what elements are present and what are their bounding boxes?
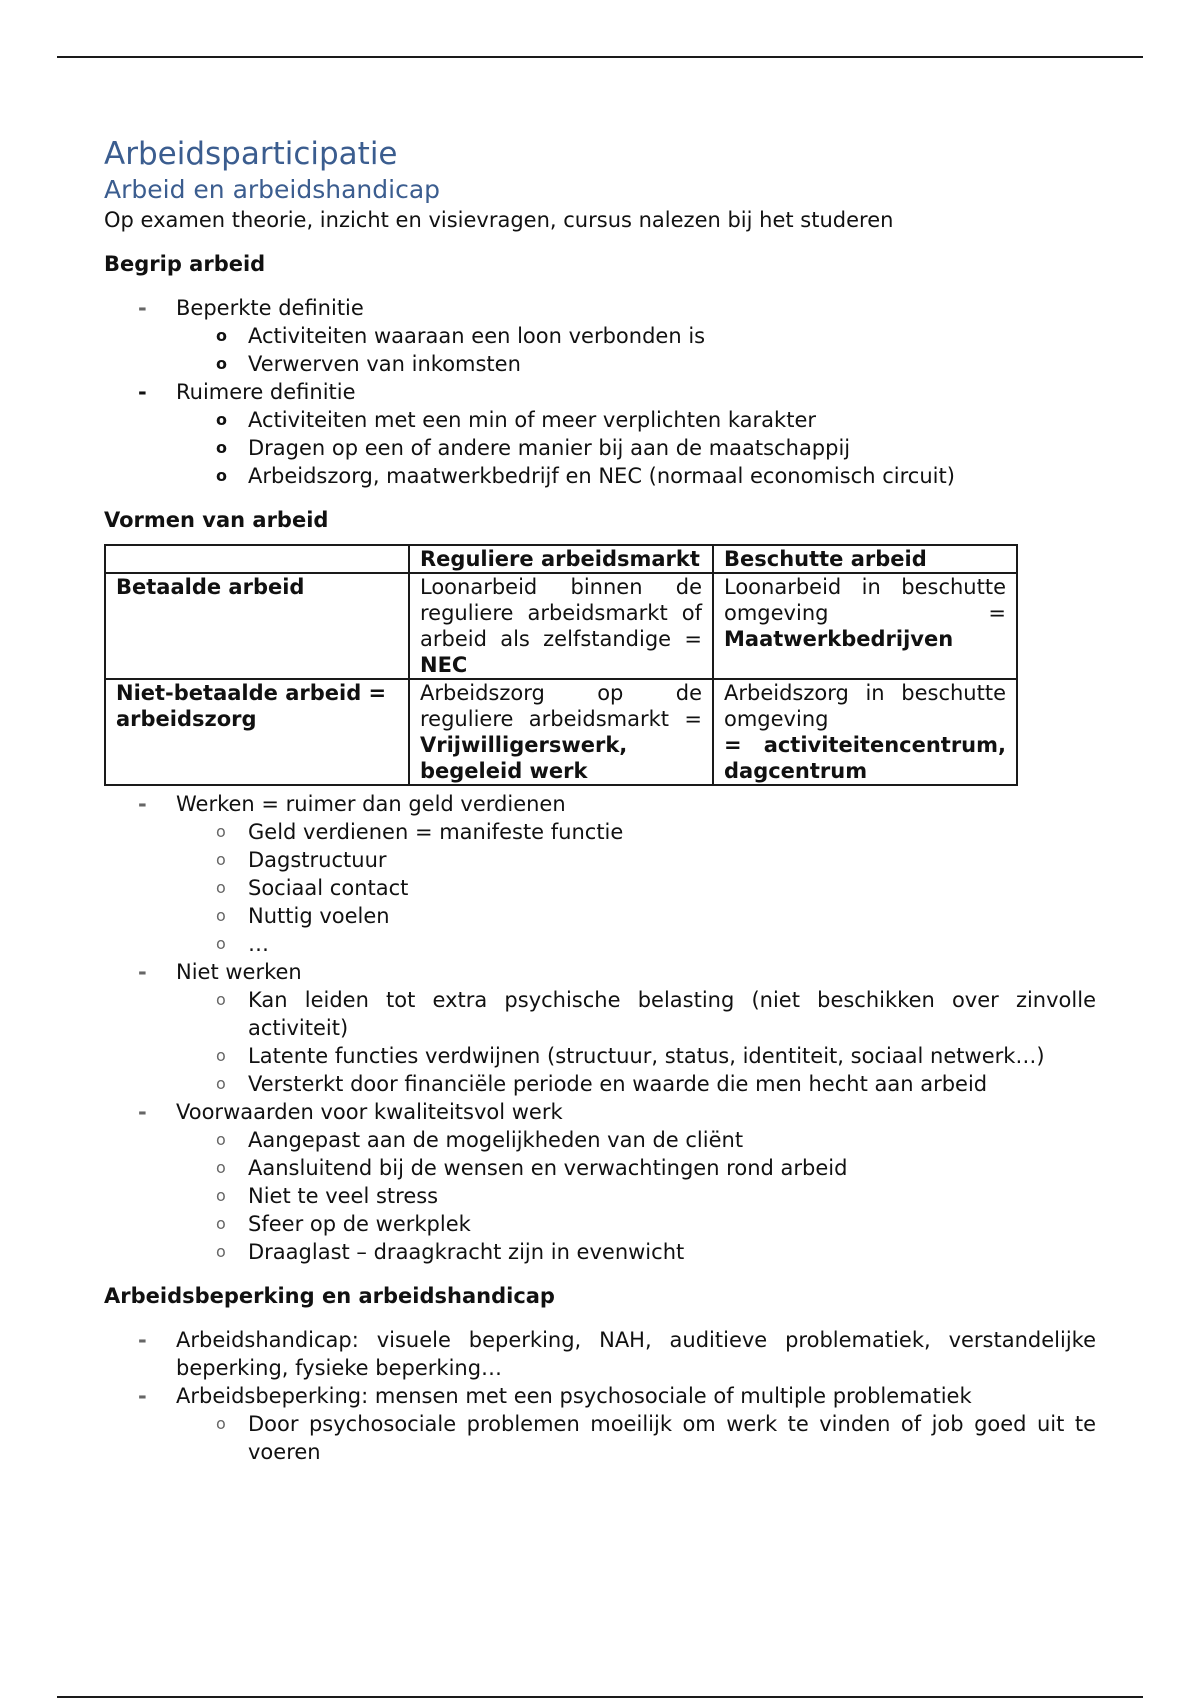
list-item <box>104 378 1096 490</box>
sub-list <box>176 1410 1096 1466</box>
section-heading-begrip: Begrip arbeid <box>104 252 266 276</box>
circle-bullet-icon: o <box>216 326 227 345</box>
sub-list <box>176 986 1096 1098</box>
list-item <box>104 294 1096 378</box>
sub-list-item: o Nuttig voelen <box>216 904 390 928</box>
table-row-header: Niet-betaalde arbeid = arbeidszorg <box>105 679 409 785</box>
sub-list-item: o Niet te veel stress <box>216 1184 439 1208</box>
circle-bullet-icon: o <box>216 1186 226 1205</box>
section-heading-vormen: Vormen van arbeid <box>104 508 329 532</box>
circle-bullet-icon: o <box>216 410 227 429</box>
sub-list <box>176 322 1096 378</box>
intro-text: Op examen theorie, inzicht en visievragen, cursus nalezen bij het studeren <box>104 208 894 232</box>
circle-bullet-icon: o <box>216 1046 226 1065</box>
table-cell: Loonarbeid binnen de reguliere arbeidsmarkt of arbeid als zelfstandige = NEC <box>409 573 713 679</box>
circle-bullet-icon: o <box>216 354 227 373</box>
sub-list-item: o Draaglast – draagkracht zijn in evenwicht <box>216 1240 685 1264</box>
sub-list <box>176 818 1096 958</box>
table-header-cell: Reguliere arbeidsmarkt <box>409 545 713 573</box>
list-item <box>104 790 1096 958</box>
list-item-label: Arbeidsbeperking: mensen met een psychosociale of multiple problematiek <box>176 1384 972 1408</box>
circle-bullet-icon: o <box>216 906 226 925</box>
begrip-list <box>104 294 1096 490</box>
sub-list-item: o Sfeer op de werkplek <box>216 1212 471 1236</box>
sub-list-item: o Dragen op een of andere manier bij aan de maatschappij <box>216 436 851 460</box>
table-row <box>105 679 1017 785</box>
dash-bullet-icon: - <box>138 1384 147 1408</box>
sub-list-item: o Arbeidszorg, maatwerkbedrijf en NEC (normaal economisch circuit) <box>216 464 955 488</box>
dash-bullet-icon: - <box>138 1328 147 1352</box>
dash-bullet-icon: - <box>138 792 147 816</box>
header-rule <box>57 56 1143 58</box>
list-item-label: Werken = ruimer dan geld verdienen <box>176 792 566 816</box>
table-cell: Loonarbeid in beschutte omgeving = Maatwerkbedrijven <box>713 573 1017 679</box>
sub-list <box>176 1126 1096 1266</box>
section-heading-beperking: Arbeidsbeperking en arbeidshandicap <box>104 1284 555 1308</box>
list-item-label: Arbeidshandicap: visuele beperking, NAH, auditieve problematiek, verstandelijke beperking, fysieke beperking… <box>176 1328 1096 1380</box>
sub-list-item: o Kan leiden tot extra psychische belasting (niet beschikken over zinvolle activiteit) <box>216 988 1096 1040</box>
circle-bullet-icon: o <box>216 934 226 953</box>
page-subtitle: Arbeid en arbeidshandicap <box>104 175 441 204</box>
sub-list-item: o Aansluitend bij de wensen en verwachtingen rond arbeid <box>216 1156 848 1180</box>
table-row <box>105 573 1017 679</box>
sub-list-item: o Verwerven van inkomsten <box>216 352 521 376</box>
list-item <box>104 958 1096 1098</box>
circle-bullet-icon: o <box>216 466 227 485</box>
dash-bullet-icon: - <box>138 380 147 404</box>
sub-list-item: o Aangepast aan de mogelijkheden van de cliënt <box>216 1128 744 1152</box>
circle-bullet-icon: o <box>216 1242 226 1261</box>
list-item <box>104 1326 1096 1382</box>
list-item-label: Niet werken <box>176 960 302 984</box>
circle-bullet-icon: o <box>216 1130 226 1149</box>
page-title: Arbeidsparticipatie <box>104 136 398 172</box>
sub-list-item: o Latente functies verdwijnen (structuur, status, identiteit, sociaal netwerk…) <box>216 1044 1045 1068</box>
table-cell: Arbeidszorg in beschutte omgeving = activiteitencentrum, dagcentrum <box>713 679 1017 785</box>
circle-bullet-icon: o <box>216 878 226 897</box>
sub-list-item: o Sociaal contact <box>216 876 409 900</box>
list-item-label: Voorwaarden voor kwaliteitsvol werk <box>176 1100 563 1124</box>
sub-list-item: o … <box>216 932 269 956</box>
circle-bullet-icon: o <box>216 1414 226 1433</box>
circle-bullet-icon: o <box>216 822 226 841</box>
sub-list <box>176 406 1096 490</box>
table-cell: Arbeidszorg op de reguliere arbeidsmarkt = Vrijwilligerswerk, begeleid werk <box>409 679 713 785</box>
list-item <box>104 1098 1096 1266</box>
document-body <box>104 134 1096 1466</box>
circle-bullet-icon: o <box>216 1214 226 1233</box>
table-row <box>105 545 1017 573</box>
sub-list-item: o Door psychosociale problemen moeilijk om werk te vinden of job goed uit te voeren <box>216 1412 1096 1464</box>
dash-bullet-icon: - <box>138 960 147 984</box>
table-row-header: Betaalde arbeid <box>105 573 409 679</box>
sub-list-item: o Activiteiten met een min of meer verplichten karakter <box>216 408 816 432</box>
table-cell-empty <box>105 545 409 573</box>
list-item-label: Beperkte definitie <box>176 296 364 320</box>
table-header-cell: Beschutte arbeid <box>713 545 1017 573</box>
beperking-list <box>104 1326 1096 1466</box>
circle-bullet-icon: o <box>216 438 227 457</box>
vormen-list <box>104 790 1096 1266</box>
circle-bullet-icon: o <box>216 1074 226 1093</box>
circle-bullet-icon: o <box>216 990 226 1009</box>
footer-rule <box>57 1696 1143 1698</box>
list-item <box>104 1382 1096 1466</box>
circle-bullet-icon: o <box>216 850 226 869</box>
sub-list-item: o Versterkt door financiële periode en waarde die men hecht aan arbeid <box>216 1072 988 1096</box>
dash-bullet-icon: - <box>138 1100 147 1124</box>
forms-table <box>104 544 1018 786</box>
sub-list-item: o Geld verdienen = manifeste functie <box>216 820 624 844</box>
sub-list-item: o Dagstructuur <box>216 848 387 872</box>
dash-bullet-icon: - <box>138 296 147 320</box>
sub-list-item: o Activiteiten waaraan een loon verbonden is <box>216 324 706 348</box>
list-item-label: Ruimere definitie <box>176 380 356 404</box>
circle-bullet-icon: o <box>216 1158 226 1177</box>
